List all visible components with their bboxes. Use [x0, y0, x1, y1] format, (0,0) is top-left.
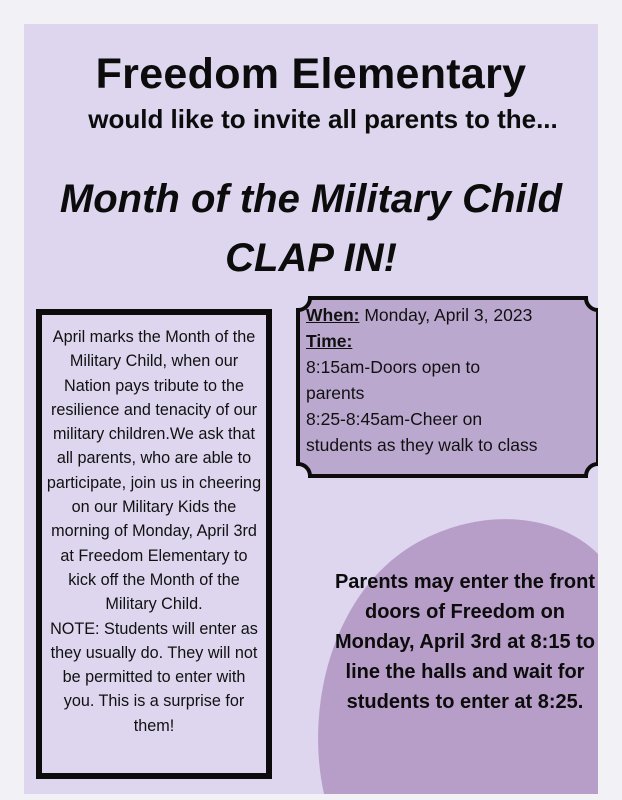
info-paragraph: April marks the Month of the Military Child, when our Nation pays tribute to the resilience and tenacity of our military children.We ask that all parents, who are able to participate, join us in cheering on our Military Kids the morning of Monday, April 3rd at Freedom Elementary to kick off the Month of the Military Child.	[46, 328, 262, 614]
time-line-1: 8:15am-Doors open to	[306, 357, 481, 377]
flyer	[24, 24, 598, 794]
time-line-4: students as they walk to class	[306, 435, 538, 455]
when-label: When:	[306, 305, 360, 325]
invite-line: would like to invite all parents to the...	[88, 104, 558, 134]
school-title: Freedom Elementary	[95, 50, 527, 98]
event-title: Month of the Military Child	[59, 177, 563, 221]
info-box	[36, 309, 272, 779]
when-value: Monday, April 3, 2023	[364, 305, 533, 325]
event-details	[306, 302, 596, 458]
time-line-3: 8:25-8:45am-Cheer on	[306, 409, 483, 429]
info-note: NOTE: Students will enter as they usually do. They will not be permitted to enter with you. This is a surprise for them!	[50, 619, 258, 735]
when-row	[306, 302, 596, 328]
event-details-box	[296, 296, 598, 478]
time-line-2: parents	[306, 383, 365, 403]
time-label: Time:	[306, 331, 353, 351]
parents-note: Parents may enter the front doors of Freedom on Monday, April 3rd at 8:15 to line the halls and wait for students to enter at 8:25.	[334, 571, 596, 713]
info-text	[46, 325, 262, 738]
event-subtitle: CLAP IN!	[225, 236, 397, 280]
